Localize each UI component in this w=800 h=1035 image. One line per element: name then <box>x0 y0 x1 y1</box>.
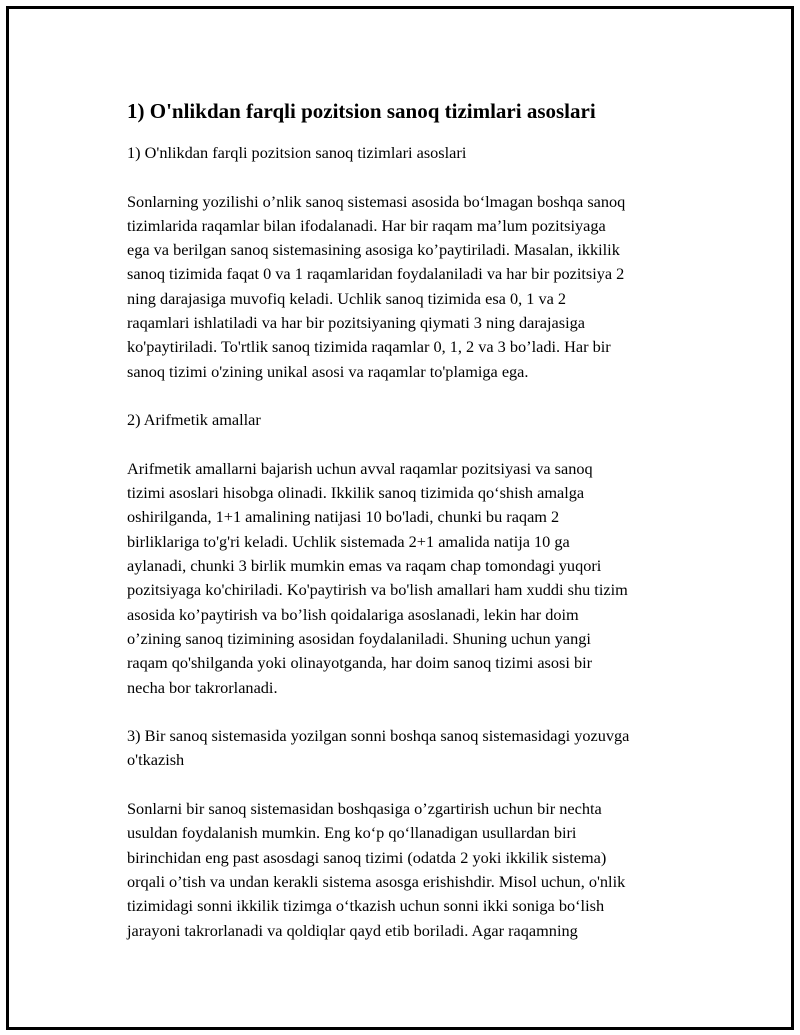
text-line: raqamlari ishlatiladi va har bir pozitsiyaning qiymati 3 ning darajasiga <box>127 313 586 333</box>
text-line: 1) O'nlikdan farqli pozitsion sanoq tizimlari asoslari <box>127 143 467 162</box>
text-line: raqam qo'shilganda yoki olinayotganda, har doim sanoq tizimi asosi bir <box>127 653 593 673</box>
paragraph <box>127 457 712 700</box>
text-line: tizimi asoslari hisobga olinadi. Ikkilik sanoq tizimida qo‘shish amalga <box>127 483 585 503</box>
text-line: ega va berilgan sanoq sistemasining asosiga ko’paytiriladi. Masalan, ikkilik <box>127 240 620 260</box>
text-line: birinchidan eng past asosdagi sanoq tizimi (odatda 2 yoki ikkilik sistema) <box>127 847 607 867</box>
text-line: sanoq tizimi o'zining unikal asosi va raqamlar to'plamiga ega. <box>127 361 529 381</box>
text-line: o’zining sanoq tizimining asosidan foydalaniladi. Shuning uchun yangi <box>127 628 591 648</box>
text-line: jarayoni takrorlanadi va qoldiqlar qayd etib boriladi. Agar raqamning <box>127 920 578 940</box>
text-line: orqali o’tish va undan kerakli sistema asosga erishishdir. Misol uchun, o'nlik <box>127 871 626 891</box>
paragraph <box>127 141 712 165</box>
text-line: Sonlarni bir sanoq sistemasidan boshqasiga o’zgartirish uchun bir nechta <box>127 799 602 819</box>
document-body <box>119 97 709 967</box>
text-line: aylanadi, chunki 3 birlik mumkin emas va raqam chap tomondagi yuqori <box>127 556 602 576</box>
paragraph <box>127 797 712 943</box>
paragraph-list <box>119 141 709 943</box>
text-line: birliklariga to'g'ri keladi. Uchlik sistemada 2+1 amalida natija 10 ga <box>127 531 570 551</box>
text-line: tizimlarida raqamlar bilan ifodalanadi. Har bir raqam ma’lum pozitsiyaga <box>127 215 606 235</box>
text-line: necha bor takrorlanadi. <box>127 677 278 697</box>
text-line: 3) Bir sanoq sistemasida yozilgan sonni boshqa sanoq sistemasidagi yozuvga <box>127 726 630 746</box>
text-line: Sonlarning yozilishi o’nlik sanoq sistemasi asosida bo‘lmagan boshqa sanoq <box>127 191 626 211</box>
text-line: asosida ko’paytirish va bo’lish qoidalariga asoslanadi, lekin har doim <box>127 604 579 624</box>
text-line: tizimidagi sonni ikkilik tizimga o‘tkazish uchun sonni ikki soniga bo‘lish <box>127 896 605 916</box>
text-line: ning darajasiga muvofiq keladi. Uchlik sanoq tizimida esa 0, 1 va 2 <box>127 288 567 308</box>
paragraph <box>127 190 712 384</box>
text-line: oshirilganda, 1+1 amalining natijasi 10 bo'ladi, chunki bu raqam 2 <box>127 507 560 527</box>
text-line: 2) Arifmetik amallar <box>127 410 261 430</box>
text-line: usuldan foydalanish mumkin. Eng ko‘p qo‘llanadigan usullardan biri <box>127 823 577 843</box>
text-line: o'tkazish <box>127 750 185 770</box>
text-line: sanoq tizimida faqat 0 va 1 raqamlaridan foydalaniladi va har bir pozitsiya 2 <box>127 264 625 284</box>
text-line: Arifmetik amallarni bajarish uchun avval raqamlar pozitsiyasi va sanoq <box>127 458 593 478</box>
text-line: pozitsiyaga ko'chiriladi. Ko'paytirish va bo'lish amallari ham xuddi shu tizim <box>127 580 628 600</box>
document-title: 1) O'nlikdan farqli pozitsion sanoq tizimlari asoslari <box>127 99 596 123</box>
paragraph <box>127 724 712 773</box>
page-frame <box>6 6 794 1030</box>
paragraph <box>127 408 712 432</box>
text-line: ko'paytiriladi. To'rtlik sanoq tizimida raqamlar 0, 1, 2 va 3 bo’ladi. Har bir <box>127 337 611 357</box>
